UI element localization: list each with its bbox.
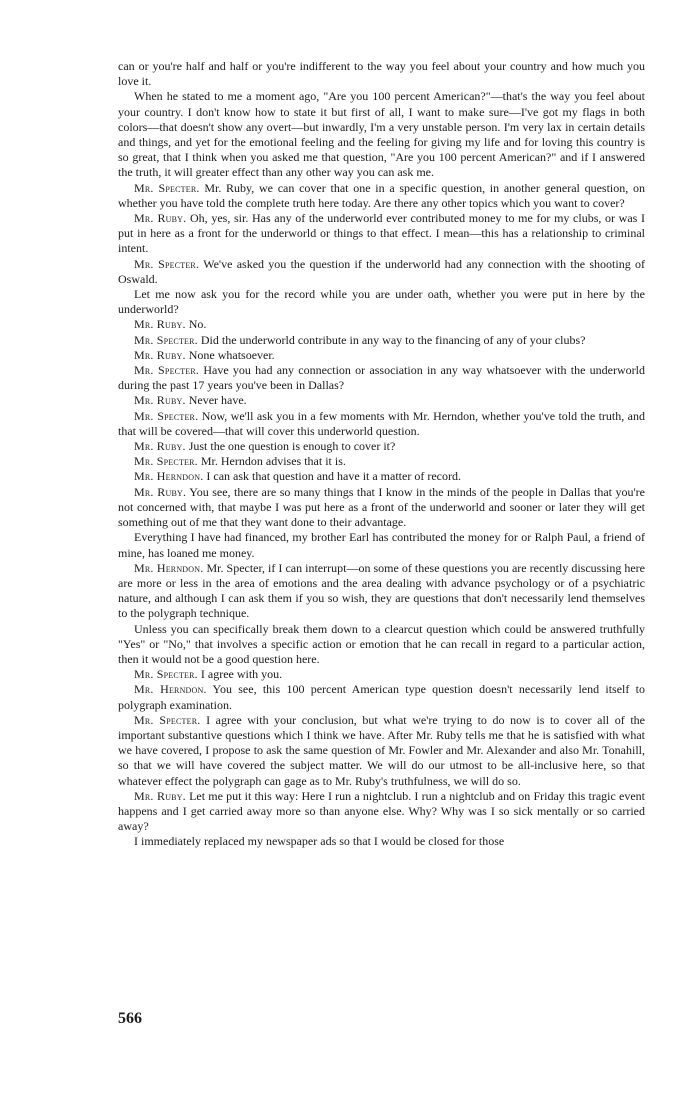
speaker-label: Mr. Specter. <box>134 408 199 423</box>
transcript-paragraph <box>118 409 645 439</box>
transcript-paragraph <box>118 454 645 469</box>
speaker-label: Mr. Herndon. <box>134 560 204 575</box>
paragraph-text: I agree with you. <box>200 667 283 682</box>
transcript-paragraph <box>118 393 645 408</box>
transcript-paragraph <box>118 317 645 332</box>
transcript-paragraph <box>118 682 645 712</box>
speaker-label: Mr. Ruby. <box>134 393 186 408</box>
transcript-paragraph <box>118 530 645 560</box>
transcript-paragraph <box>118 469 645 484</box>
transcript-paragraph <box>118 348 645 363</box>
paragraph-text: Mr. Ruby, we can cover that one in a specific question, in another general question, on whether you have told the complete truth here today. Are there any other topics which you want to cover? <box>118 180 645 210</box>
transcript-paragraph <box>118 667 645 682</box>
speaker-label: Mr. Ruby. <box>134 439 186 454</box>
paragraph-text: Unless you can specifically break them down to a clearcut question which could be answered truthfully "Yes" or "No," that involves a specific action or emotion that he can recall in regard to a particular action, then it would not be a good question here. <box>118 621 645 666</box>
speaker-label: Mr. Herndon. <box>134 682 207 697</box>
speaker-label: Mr. Specter. <box>134 667 198 682</box>
paragraph-text: I immediately replaced my newspaper ads so that I would be closed for those <box>134 834 505 849</box>
paragraph-text: Never have. <box>188 393 247 408</box>
paragraph-text: Did the underworld contribute in any way to the financing of any of your clubs? <box>200 332 586 347</box>
paragraph-text: Oh, yes, sir. Has any of the underworld ever contributed money to me for my clubs, or was I put in here as a front for the underworld or things to that effect. I mean—this has a relationship to criminal intent. <box>118 211 645 256</box>
transcript-paragraph <box>118 181 645 211</box>
speaker-label: Mr. Specter. <box>134 256 200 271</box>
paragraph-text: can or you're half and half or you're indifferent to the way you feel about your country and how much you love it. <box>118 59 645 89</box>
paragraph-text: Now, we'll ask you in a few moments with Mr. Herndon, whether you've told the truth, and that will be covered—that will cover this underworld question. <box>118 408 645 438</box>
transcript-paragraph <box>118 561 645 622</box>
paragraph-text: I can ask that question and have it a matter of record. <box>206 469 461 484</box>
paragraph-text: Let me now ask you for the record while you are under oath, whether you were put in here by the underworld? <box>118 287 645 317</box>
paragraph-text: You see, this 100 percent American type question doesn't necessarily lend itself to polygraph examination. <box>118 682 645 712</box>
paragraph-text: No. <box>188 317 207 332</box>
speaker-label: Mr. Ruby. <box>134 347 186 362</box>
transcript-paragraph <box>118 287 645 317</box>
transcript-paragraph <box>118 789 645 835</box>
paragraph-text: None whatsoever. <box>188 347 275 362</box>
speaker-label: Mr. Specter. <box>134 180 200 195</box>
speaker-label: Mr. Specter. <box>134 712 201 727</box>
transcript-paragraph <box>118 439 645 454</box>
speaker-label: Mr. Ruby. <box>134 211 187 226</box>
transcript-text <box>118 59 645 850</box>
speaker-label: Mr. Specter. <box>134 363 200 378</box>
transcript-paragraph <box>118 211 645 257</box>
paragraph-text: Mr. Specter, if I can interrupt—on some of these questions you are recently discussing here are more or less in the area of emotions and the area dealing with advance psychology or of a psychiatric nature, and although I can ask them if you so wish, they are questions that don't necessarily lend themselves to the polygraph technique. <box>118 560 645 621</box>
transcript-paragraph <box>118 485 645 531</box>
paragraph-text: Everything I have had financed, my brother Earl has contributed the money for or Ralph Paul, a friend of mine, has loaned me money. <box>118 530 645 560</box>
transcript-paragraph <box>118 333 645 348</box>
paragraph-text: Just the one question is enough to cover it? <box>188 439 396 454</box>
transcript-paragraph <box>118 622 645 668</box>
paragraph-text: When he stated to me a moment ago, "Are you 100 percent American?"—that's the way you feel about your country. I don't know how to state it but first of all, I want to make sure—I've got my flags in both colors—that doesn't show any overt—but inwardly, I'm a very unstable person. I'm very lax in certain details and things, and yet for the emotional feeling and the feeling for giving my life and for loving this country is so great, that I think when you asked me that question, "Are you 100 percent American?" and if I answered the truth, it will greater effect than any other way you can ask me. <box>118 89 645 180</box>
paragraph-text: We've asked you the question if the underworld had any connection with the shooting of Oswald. <box>118 256 645 286</box>
transcript-paragraph <box>118 257 645 287</box>
paragraph-text: Let me put it this way: Here I run a nightclub. I run a nightclub and on Friday this tragic event happens and I get carried away more so than anyone else. Why? Why was I so sick mentally or so carried away? <box>118 788 645 834</box>
paragraph-text: I agree with your conclusion, but what we're trying to do now is to cover all of the important substantive questions which I think we have. After Mr. Ruby tells me that he is satisfied with what we have covered, I propose to ask the same question of Mr. Fowler and Mr. Alexander and also Mr. Tonahill, so that we will have covered the subject matter. We will do our utmost to be all-inclusive here, so that whatever effect the polygraph can gage as to Mr. Ruby's truthfulness, we will do so. <box>118 712 645 788</box>
speaker-label: Mr. Ruby. <box>134 317 186 332</box>
transcript-paragraph <box>118 59 645 89</box>
speaker-label: Mr. Specter. <box>134 454 198 469</box>
page-number: 566 <box>118 1010 142 1027</box>
paragraph-text: Have you had any connection or association in any way whatsoever with the underworld during the past 17 years you've been in Dallas? <box>118 363 646 393</box>
speaker-label: Mr. Specter. <box>134 332 198 347</box>
transcript-paragraph <box>118 363 645 393</box>
speaker-label: Mr. Herndon. <box>134 469 204 484</box>
transcript-paragraph <box>118 713 645 789</box>
paragraph-text: You see, there are so many things that I know in the minds of the people in Dallas that you're not concerned with, that maybe I was put here as a front of the underworld and sooner or later they will get something out of me that they want done to their advantage. <box>118 484 645 530</box>
paragraph-text: Mr. Herndon advises that it is. <box>200 454 346 469</box>
transcript-paragraph <box>118 89 645 180</box>
speaker-label: Mr. Ruby. <box>134 484 187 499</box>
transcript-paragraph <box>118 834 645 849</box>
speaker-label: Mr. Ruby. <box>134 788 186 803</box>
